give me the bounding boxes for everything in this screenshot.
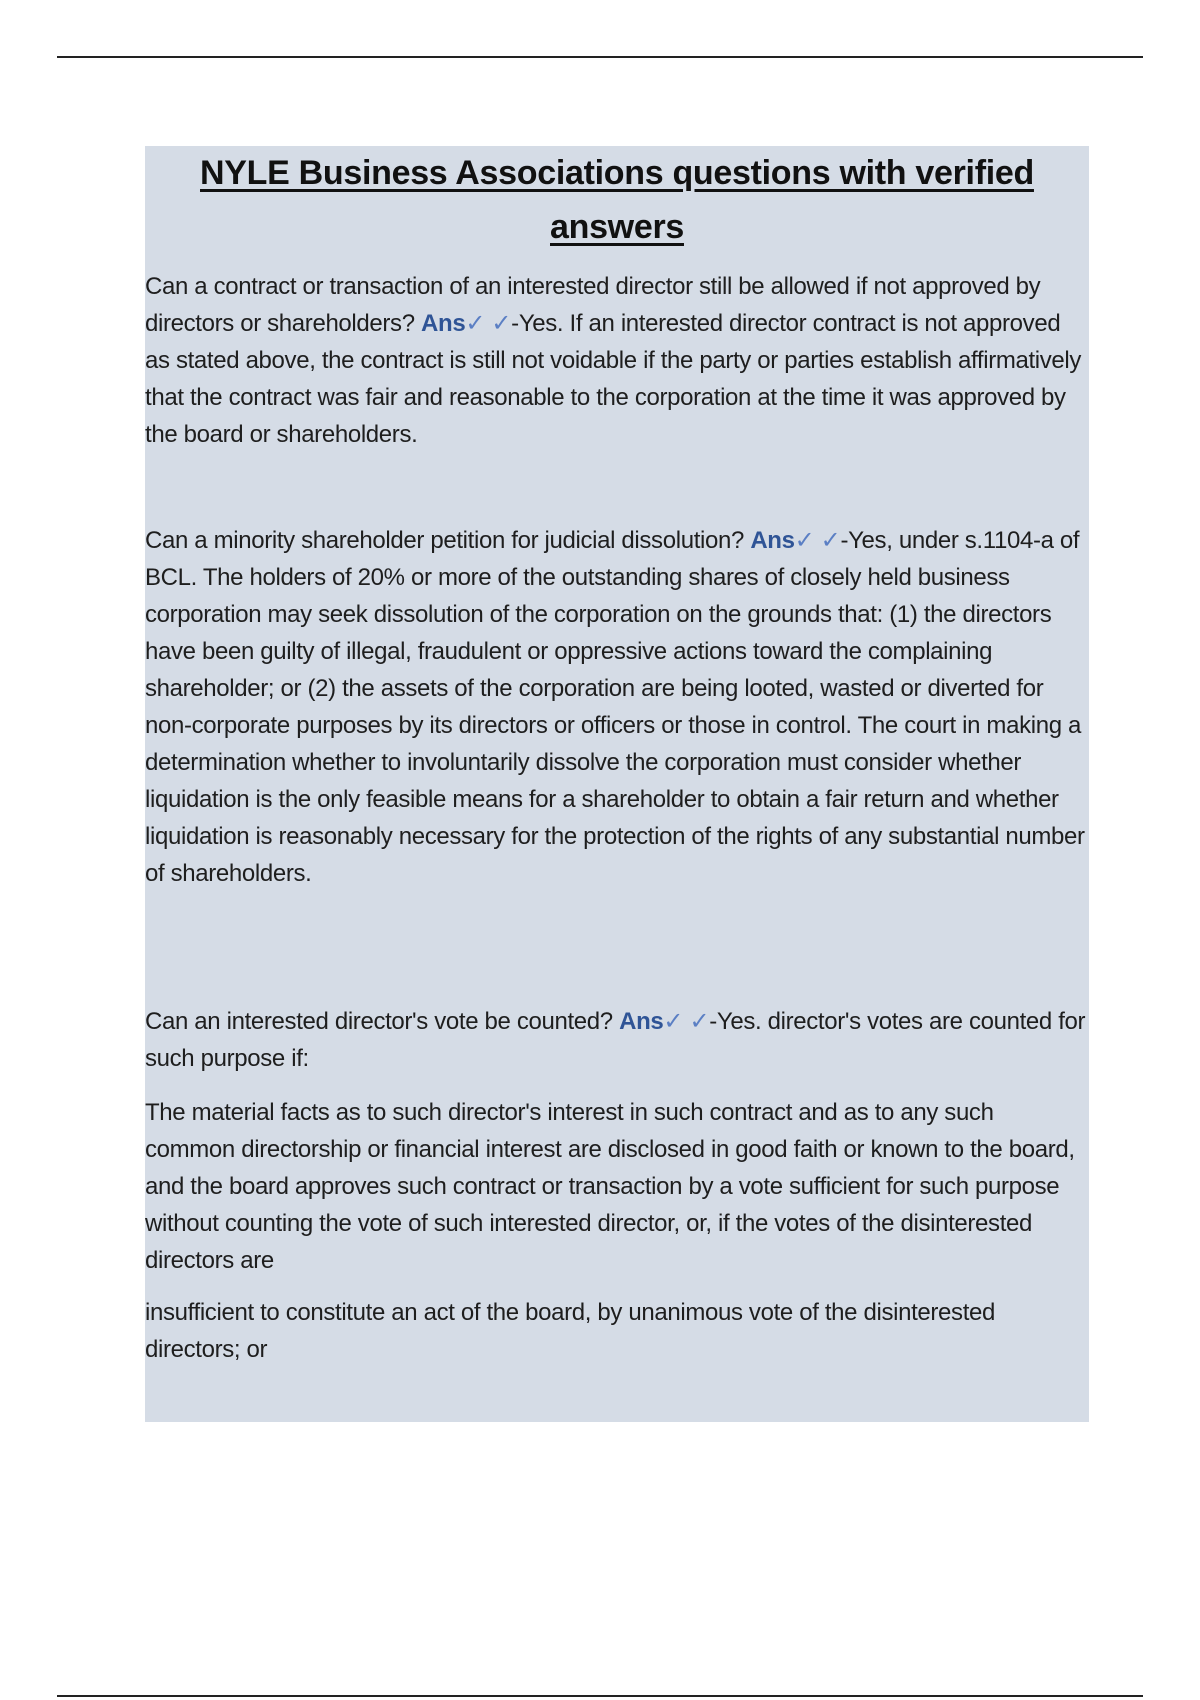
qa-item-3 [145,1003,1089,1077]
answer-label: Ans [750,527,795,554]
answer-text: -Yes, under s.1104-a of BCL. The holders of 20% or more of the outstanding shares of closely held business corporation may seek dissolution of the corporation on the grounds that: (1) the directors have been guilty of illegal, fraudulent or oppressive actions toward the complaining shareholder; or (2) the assets of the corporation are being looted, wasted or diverted for non-corporate purposes by its directors or officers or those in control. The court in making a determination whether to involuntarily dissolve the corporation must consider whether liquidation is the only feasible means for a shareholder to obtain a fair return and whether liquidation is reasonably necessary for the protection of the rights of any substantial number of shareholders. [145,527,1085,887]
checkmark-icon: ✓ ✓ [663,1008,710,1035]
bottom-rule [57,1695,1143,1697]
paragraph-1: The material facts as to such director's interest in such contract and as to any such common directorship or financial interest are disclosed in good faith or known to the board, and the board approves such contract or transaction by a vote sufficient for such purpose without counting the vote of such interested director, or, if the votes of the disinterested directors are [145,1099,1075,1274]
answer-label: Ans [619,1008,664,1035]
document-panel [145,146,1089,1422]
question-text: Can a minority shareholder petition for judicial dissolution? [145,527,751,554]
qa-item-2 [145,522,1089,892]
answer-text: -Yes. director's votes are counted for such purpose if: [145,1008,1086,1072]
question-text: Can a contract or transaction of an interested director still be allowed if not approved by directors or shareholders? [145,273,1041,337]
answer-text: -Yes. If an interested director contract is not approved as stated above, the contract is still not voidable if the party or parties establish affirmatively that the contract was fair and reasonable to the corporation at the time it was approved by the board or shareholders. [145,310,1082,448]
top-rule [57,56,1143,58]
title-line-2: answers [550,208,684,246]
question-text: Can an interested director's vote be counted? [145,1008,620,1035]
answer-label: Ans [421,310,466,337]
title-line-1: NYLE Business Associations questions with verified [200,154,1034,192]
checkmark-icon: ✓ ✓ [794,527,841,554]
qa-item-1 [145,268,1089,453]
checkmark-icon: ✓ ✓ [465,310,512,337]
document-title [145,146,1089,254]
paragraph-2: insufficient to constitute an act of the board, by unanimous vote of the disinterested directors; or [145,1299,996,1363]
